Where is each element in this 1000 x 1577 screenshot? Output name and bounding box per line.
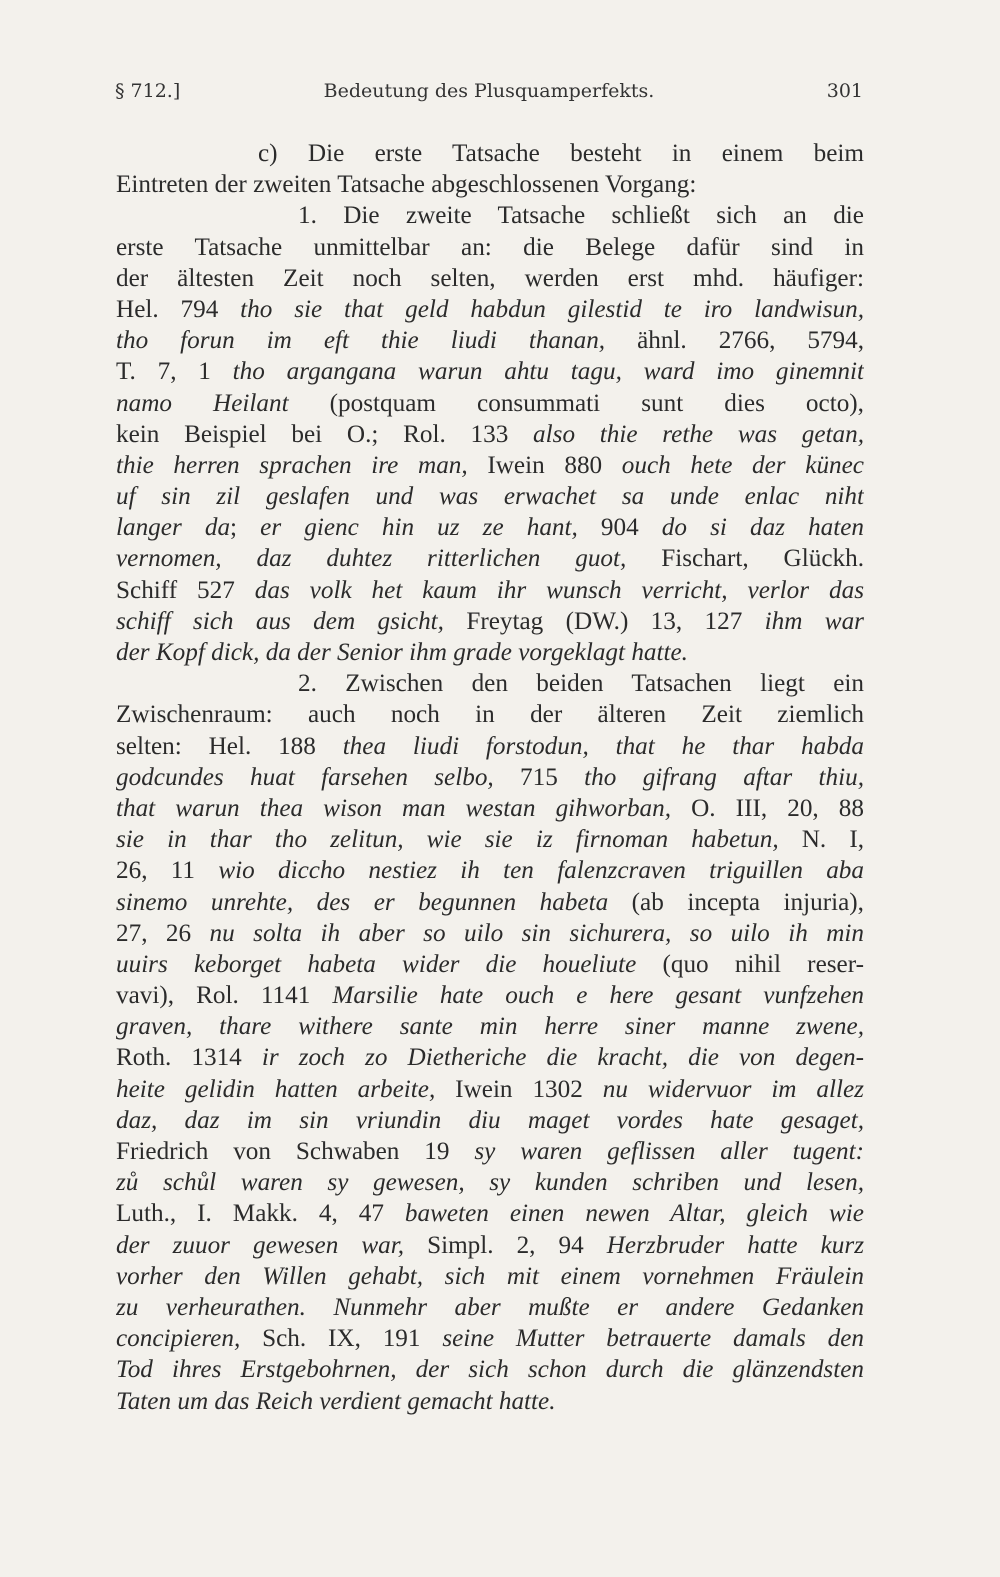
text-line xyxy=(116,294,864,325)
text-line xyxy=(116,200,864,231)
text-line xyxy=(116,1136,864,1167)
text-segment: 1. Die zweite Tatsache schließt sich an die xyxy=(298,202,864,230)
quotation-text: vorher den Willen gehabt, sich mit einem vornehmen Fräulein xyxy=(116,1262,864,1290)
text-segment: Schiff 527 xyxy=(116,576,255,604)
text-line xyxy=(116,543,864,574)
text-line xyxy=(116,1323,864,1354)
quotation-text: heite gelidin hatten arbeite, xyxy=(116,1075,436,1103)
quotation-text: Herzbruder hatte kurz xyxy=(606,1231,864,1259)
quotation-text: sy waren geflissen aller tugent: xyxy=(474,1138,864,1165)
quotation-text: tho argangana warun ahtu tagu, ward imo ginemnit xyxy=(232,358,864,386)
text-line xyxy=(116,1292,864,1323)
text-line xyxy=(116,606,864,637)
text-line xyxy=(116,1011,864,1042)
quotation-text: der zuuor gewesen war, xyxy=(116,1231,405,1259)
page-number: 301 xyxy=(826,80,863,102)
text-segment: erste Tatsache unmittelbar an: die Belege dafür sind in xyxy=(116,233,864,261)
text-line xyxy=(116,949,864,980)
text-segment: Friedrich von Schwaben 19 xyxy=(116,1138,475,1165)
body-text xyxy=(116,138,864,1417)
text-line xyxy=(116,1261,864,1292)
text-line xyxy=(116,793,864,824)
quotation-text: Taten um das Reich verdient gemacht hatte. xyxy=(116,1387,556,1415)
quotation-text: zů schůl waren sy gewesen, sy kunden schriben und lesen, xyxy=(116,1169,864,1197)
quotation-text: ouch hete der künec xyxy=(621,451,864,479)
quotation-text: thea liudi forstodun, that he thar habda xyxy=(342,732,864,760)
quotation-text: that warun thea wison man westan gihworban, xyxy=(116,794,672,822)
quotation-text: nu widervuor im allez xyxy=(602,1075,864,1103)
quotation-text: uf sin zil geslafen und was erwachet sa unde enlac niht xyxy=(116,483,864,511)
text-line xyxy=(116,1105,864,1136)
text-line xyxy=(116,325,864,356)
text-line xyxy=(116,980,864,1011)
text-line xyxy=(116,1354,864,1385)
text-line xyxy=(116,762,864,793)
quotation-text: sinemo unrehte, des er begunnen habeta xyxy=(116,888,609,916)
text-line xyxy=(116,512,864,543)
text-segment: T. 7, 1 xyxy=(116,358,233,386)
text-line xyxy=(116,263,864,294)
text-segment: ; xyxy=(230,514,261,542)
text-line xyxy=(116,1230,864,1261)
quotation-text: also thie rethe was getan, xyxy=(533,420,864,448)
text-segment: c) Die erste Tatsache besteht in einem beim xyxy=(258,140,864,167)
text-segment: (quo nihil reser- xyxy=(636,950,864,978)
quotation-text: schiff sich aus dem gsicht, xyxy=(116,607,444,635)
text-line xyxy=(116,918,864,949)
text-line xyxy=(116,1167,864,1198)
text-segment: N. I, xyxy=(778,826,864,854)
text-segment: Simpl. 2, 94 xyxy=(404,1231,607,1259)
text-line xyxy=(116,575,864,606)
quotation-text: tho sie that geld habdun gilestid te iro landwisun, xyxy=(240,295,864,323)
text-segment: ähnl. 2766, 5794, xyxy=(605,327,864,355)
quotation-text: ir zoch zo Dietheriche die kracht, die von degen- xyxy=(261,1044,864,1072)
quotation-text: godcundes huat farsehen selbo, xyxy=(116,763,494,791)
quotation-text: langer da xyxy=(116,514,231,542)
running-head xyxy=(115,80,863,110)
text-segment: 26, 11 xyxy=(116,857,219,885)
text-segment: Hel. 794 xyxy=(116,295,241,323)
quotation-text: thie herren sprachen ire man, xyxy=(116,451,468,479)
quotation-text: das volk het kaum ihr wunsch verricht, verlor das xyxy=(254,576,864,604)
quotation-text: nu solta ih aber so uilo sin sichurera, so uilo ih min xyxy=(209,919,864,947)
text-segment: Fischart, Glückh. xyxy=(626,545,864,573)
quotation-text: daz, daz im sin vriundin diu maget vordes hate gesaget, xyxy=(116,1106,864,1134)
quotation-text: vernomen, daz duhtez ritterlichen guot, xyxy=(116,545,627,573)
text-segment: Freytag (DW.) 13, 127 xyxy=(443,607,765,635)
text-segment: Iwein 1302 xyxy=(435,1075,603,1103)
text-segment: 904 xyxy=(577,514,662,542)
text-segment: Iwein 880 xyxy=(467,451,622,479)
text-line xyxy=(116,731,864,762)
text-line xyxy=(116,356,864,387)
text-line xyxy=(116,1042,864,1073)
quotation-text: ihm war xyxy=(764,607,864,635)
quotation-text: seine Mutter betrauerte damals den xyxy=(442,1325,864,1353)
quotation-text: tho forun im eft thie liudi thanan, xyxy=(116,327,606,355)
quotation-text: uuirs keborget habeta wider die houeliute xyxy=(116,950,637,978)
quotation-text: zu verheurathen. Nunmehr aber mußte er andere Gedanken xyxy=(116,1293,864,1321)
text-segment: Luth., I. Makk. 4, 47 xyxy=(116,1200,405,1228)
text-line xyxy=(116,855,864,886)
text-segment: vavi), Rol. 1141 xyxy=(116,982,333,1010)
quotation-text: wio diccho nestiez ih ten falenzcraven triguillen aba xyxy=(218,857,864,885)
text-line xyxy=(116,887,864,918)
text-line xyxy=(116,232,864,263)
text-segment: 715 xyxy=(493,763,585,791)
text-line xyxy=(116,1198,864,1229)
text-segment: 27, 26 xyxy=(116,919,210,947)
text-line xyxy=(116,450,864,481)
text-segment: selten: Hel. 188 xyxy=(116,732,343,760)
section-reference: § 712.] xyxy=(115,80,181,102)
quotation-text: Tod ihres Erstgebohrnen, der sich schon durch die glänzendsten xyxy=(116,1356,864,1384)
text-line xyxy=(116,1386,864,1417)
text-line xyxy=(116,419,864,450)
text-line xyxy=(116,668,864,699)
text-segment: Sch. IX, 191 xyxy=(240,1325,443,1353)
text-segment: Eintreten der zweiten Tatsache abgeschlossenen Vorgang: xyxy=(116,171,697,199)
text-line xyxy=(116,388,864,419)
quotation-text: Marsilie hate ouch e here gesant vunfzehen xyxy=(332,982,864,1010)
text-line xyxy=(116,699,864,730)
text-line xyxy=(116,824,864,855)
text-segment: kein Beispiel bei O.; Rol. 133 xyxy=(116,420,534,448)
text-segment: der ältesten Zeit noch selten, werden erst mhd. häufiger: xyxy=(116,264,864,292)
quotation-text: graven, thare withere sante min herre siner manne zwene, xyxy=(116,1013,864,1041)
text-segment: 2. Zwischen den beiden Tatsachen liegt ein xyxy=(298,670,864,698)
quotation-text: sie in thar tho zelitun, wie sie iz firnoman habetun, xyxy=(116,826,779,854)
quotation-text: namo Heilant xyxy=(116,389,289,417)
text-line xyxy=(116,138,864,169)
quotation-text: concipieren, xyxy=(116,1325,241,1353)
quotation-text: er gienc hin uz ze hant, xyxy=(260,514,578,542)
quotation-text: do si daz haten xyxy=(661,514,864,542)
quotation-text: der Kopf dick, da der Senior ihm grade vorgeklagt hatte. xyxy=(116,639,688,666)
text-segment: (ab incepta injuria), xyxy=(608,888,864,916)
text-line xyxy=(116,1074,864,1105)
quotation-text: tho gifrang aftar thiu, xyxy=(584,763,864,791)
text-segment: Zwischenraum: auch noch in der älteren Zeit ziemlich xyxy=(116,701,864,729)
text-line xyxy=(116,481,864,512)
text-line xyxy=(116,169,864,200)
running-title: Bedeutung des Plusquamperfekts. xyxy=(323,80,655,102)
text-segment: (postquam consummati sunt dies octo), xyxy=(288,389,864,417)
text-segment: Roth. 1314 xyxy=(116,1044,262,1072)
quotation-text: baweten einen newen Altar, gleich wie xyxy=(404,1200,864,1228)
text-segment: O. III, 20, 88 xyxy=(671,794,864,822)
text-line xyxy=(116,637,864,668)
